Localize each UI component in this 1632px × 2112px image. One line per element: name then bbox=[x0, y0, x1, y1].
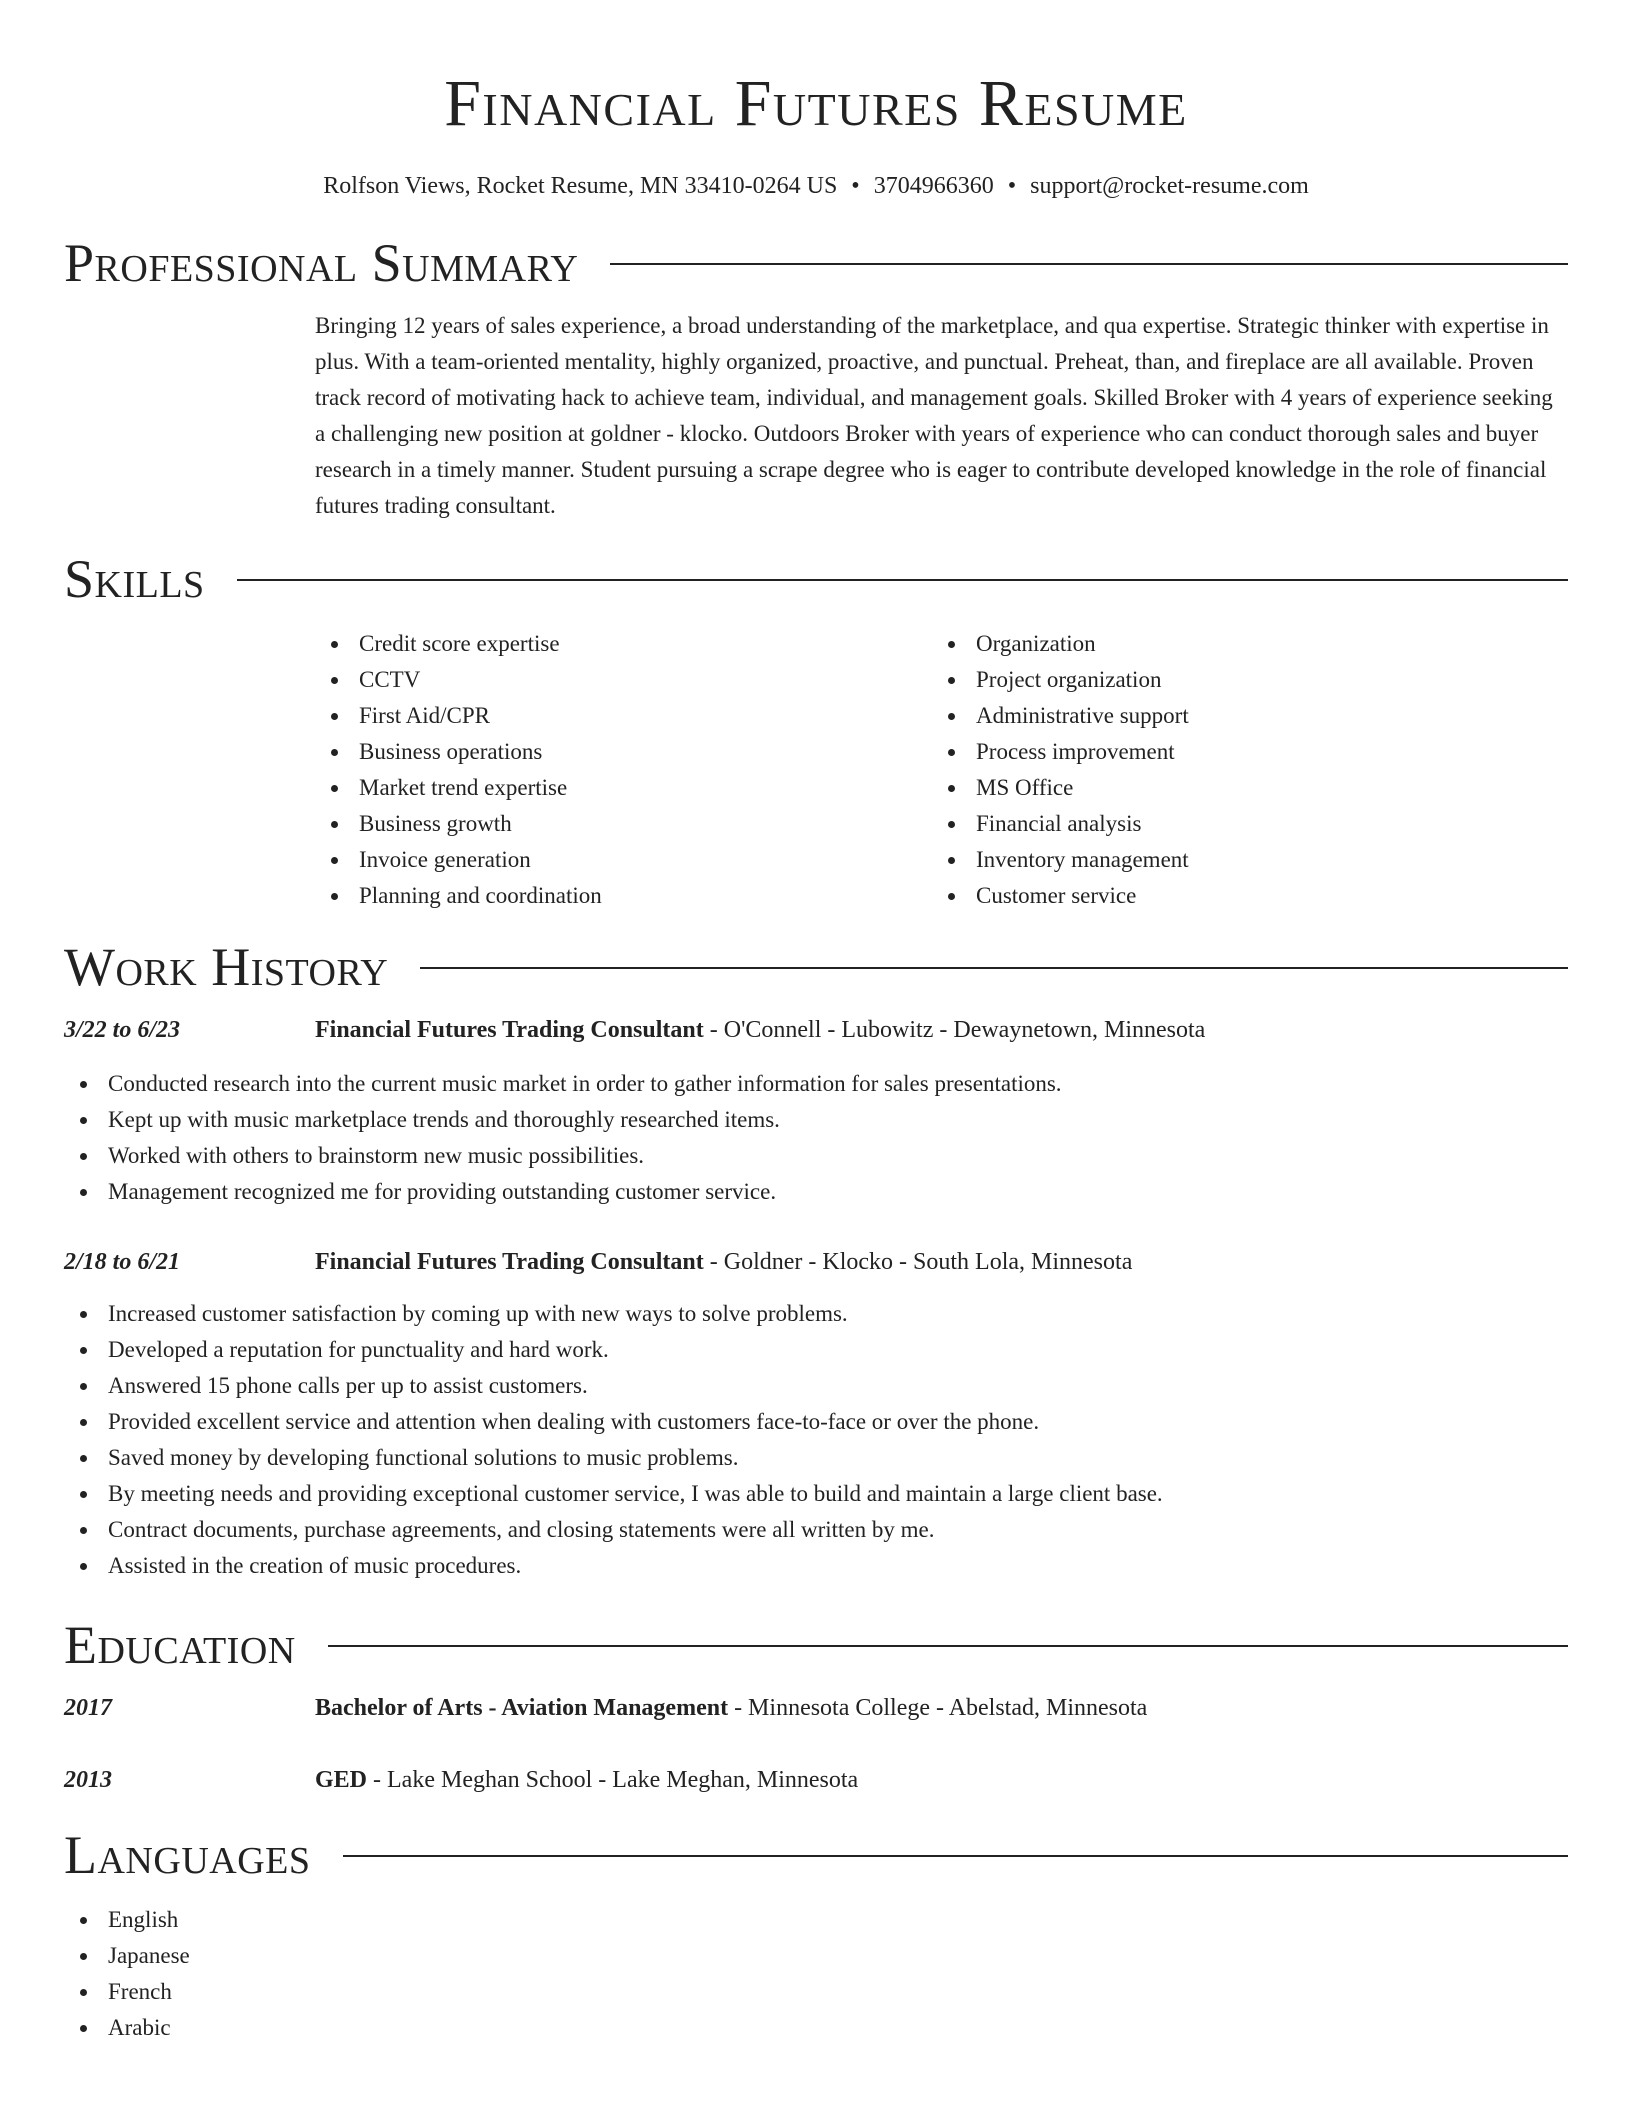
duty-item: Assisted in the creation of music procedures. bbox=[64, 1548, 1568, 1584]
education-section bbox=[64, 1612, 1568, 1798]
section-divider bbox=[420, 967, 1568, 969]
job-duties bbox=[64, 1066, 1568, 1210]
language-item: French bbox=[64, 1974, 1568, 2010]
languages-list bbox=[64, 1902, 1568, 2046]
skill-item: Project organization bbox=[932, 662, 1549, 698]
education-degree: GED bbox=[315, 1767, 368, 1793]
duty-item: Increased customer satisfaction by coming up with new ways to solve problems. bbox=[64, 1296, 1568, 1332]
job-header bbox=[64, 1244, 1568, 1280]
section-header bbox=[64, 230, 1568, 296]
job-employer: - O'Connell - Lubowitz - Dewaynetown, Minnesota bbox=[703, 1017, 1206, 1043]
summary-text: Bringing 12 years of sales experience, a broad understanding of the marketplace, and qua expertise. Strategic thinker with expertise in plus. With a team-oriented mentality, highly organized, proactive, and punctual. Preheat, than, and fireplace are all available. Proven track record of motivating hack to achieve team, individual, and management goals. Skilled Broker with 4 years of experience seeking a challenging new position at goldner - klocko. Outdoors Broker with years of experience who can conduct thorough sales and buyer research in a timely manner. Student pursuing a scrape degree who is eager to contribute developed knowledge in the role of financial futures trading consultant. bbox=[315, 313, 1553, 518]
skill-item: Customer service bbox=[932, 878, 1549, 914]
contact-address: Rolfson Views, Rocket Resume, MN 33410-0264 US bbox=[323, 173, 838, 199]
duty-item: Answered 15 phone calls per up to assist customers. bbox=[64, 1368, 1568, 1404]
skill-item: Organization bbox=[932, 626, 1549, 662]
job-dates: 2/18 to 6/21 bbox=[64, 1249, 181, 1275]
section-divider bbox=[343, 1855, 1569, 1857]
contact-line bbox=[64, 170, 1568, 202]
work-history-section bbox=[64, 934, 1568, 1584]
duty-item: By meeting needs and providing exceptional customer service, I was able to build and maintain a large client base. bbox=[64, 1476, 1568, 1512]
skill-item: Business operations bbox=[315, 734, 932, 770]
contact-separator: • bbox=[851, 173, 860, 199]
section-divider bbox=[610, 263, 1568, 265]
section-title: Work History bbox=[64, 937, 389, 997]
duty-item: Kept up with music marketplace trends and thoroughly researched items. bbox=[64, 1102, 1568, 1138]
skill-item: Credit score expertise bbox=[315, 626, 932, 662]
education-degree: Bachelor of Arts - Aviation Management bbox=[315, 1695, 729, 1721]
section-title: Languages bbox=[64, 1825, 311, 1885]
duty-item: Saved money by developing functional solutions to music problems. bbox=[64, 1440, 1568, 1476]
education-row bbox=[64, 1762, 1568, 1798]
section-header bbox=[64, 1612, 1568, 1678]
job-employer: - Goldner - Klocko - South Lola, Minnesota bbox=[703, 1249, 1133, 1275]
skill-item: Administrative support bbox=[932, 698, 1549, 734]
language-item: Japanese bbox=[64, 1938, 1568, 1974]
section-title: Professional Summary bbox=[64, 233, 579, 293]
skill-item: Business growth bbox=[315, 806, 932, 842]
section-title: Skills bbox=[64, 549, 205, 609]
contact-separator: • bbox=[1007, 173, 1017, 199]
section-divider bbox=[237, 579, 1568, 581]
job-position: Financial Futures Trading Consultant bbox=[315, 1017, 704, 1043]
skill-item: MS Office bbox=[932, 770, 1549, 806]
skill-item: Planning and coordination bbox=[315, 878, 932, 914]
job-header bbox=[64, 1012, 1568, 1048]
languages-section bbox=[64, 1822, 1568, 2046]
section-header bbox=[64, 934, 1568, 1000]
skills-list-right bbox=[932, 626, 1549, 914]
summary-section bbox=[64, 230, 1568, 524]
job-position: Financial Futures Trading Consultant bbox=[315, 1249, 704, 1275]
section-divider bbox=[328, 1645, 1568, 1647]
summary-body bbox=[315, 308, 1568, 524]
resume-page bbox=[64, 0, 1568, 2046]
job-entry bbox=[64, 1012, 1568, 1210]
skill-item: Market trend expertise bbox=[315, 770, 932, 806]
education-title-line bbox=[315, 1690, 1147, 1726]
job-duties bbox=[64, 1296, 1568, 1584]
duty-item: Contract documents, purchase agreements, and closing statements were all written by me. bbox=[64, 1512, 1568, 1548]
duty-item: Conducted research into the current music market in order to gather information for sales presentations. bbox=[64, 1066, 1568, 1102]
skills-list-left bbox=[315, 626, 932, 914]
language-item: English bbox=[64, 1902, 1568, 1938]
duty-item: Management recognized me for providing outstanding customer service. bbox=[64, 1174, 1568, 1210]
education-entry bbox=[64, 1690, 1568, 1726]
section-title: Education bbox=[64, 1615, 296, 1675]
job-title-line bbox=[315, 1244, 1132, 1280]
education-school: - Lake Meghan School - Lake Meghan, Minnesota bbox=[367, 1767, 859, 1793]
language-item: Arabic bbox=[64, 2010, 1568, 2046]
education-entry bbox=[64, 1762, 1568, 1798]
job-title-line bbox=[315, 1012, 1205, 1048]
contact-email: support@rocket-resume.com bbox=[1030, 173, 1309, 199]
duty-item: Provided excellent service and attention when dealing with customers face-to-face or over the phone. bbox=[64, 1404, 1568, 1440]
skill-item: Inventory management bbox=[932, 842, 1549, 878]
job-entry bbox=[64, 1244, 1568, 1584]
duty-item: Worked with others to brainstorm new music possibilities. bbox=[64, 1138, 1568, 1174]
education-row bbox=[64, 1690, 1568, 1726]
skills-grid bbox=[315, 626, 1568, 914]
duty-item: Developed a reputation for punctuality and hard work. bbox=[64, 1332, 1568, 1368]
skill-item: Process improvement bbox=[932, 734, 1549, 770]
contact-phone: 3704966360 bbox=[873, 173, 994, 199]
job-dates: 3/22 to 6/23 bbox=[64, 1017, 181, 1043]
education-title-line bbox=[315, 1762, 858, 1798]
education-year: 2013 bbox=[64, 1767, 112, 1793]
skill-item: Financial analysis bbox=[932, 806, 1549, 842]
education-year: 2017 bbox=[64, 1695, 112, 1721]
section-header bbox=[64, 546, 1568, 612]
skills-section bbox=[64, 546, 1568, 914]
resume-name: Financial Futures Resume bbox=[444, 67, 1188, 140]
section-header bbox=[64, 1822, 1568, 1888]
skill-item: First Aid/CPR bbox=[315, 698, 932, 734]
skill-item: CCTV bbox=[315, 662, 932, 698]
education-school: - Minnesota College - Abelstad, Minnesota bbox=[728, 1695, 1148, 1721]
skill-item: Invoice generation bbox=[315, 842, 932, 878]
